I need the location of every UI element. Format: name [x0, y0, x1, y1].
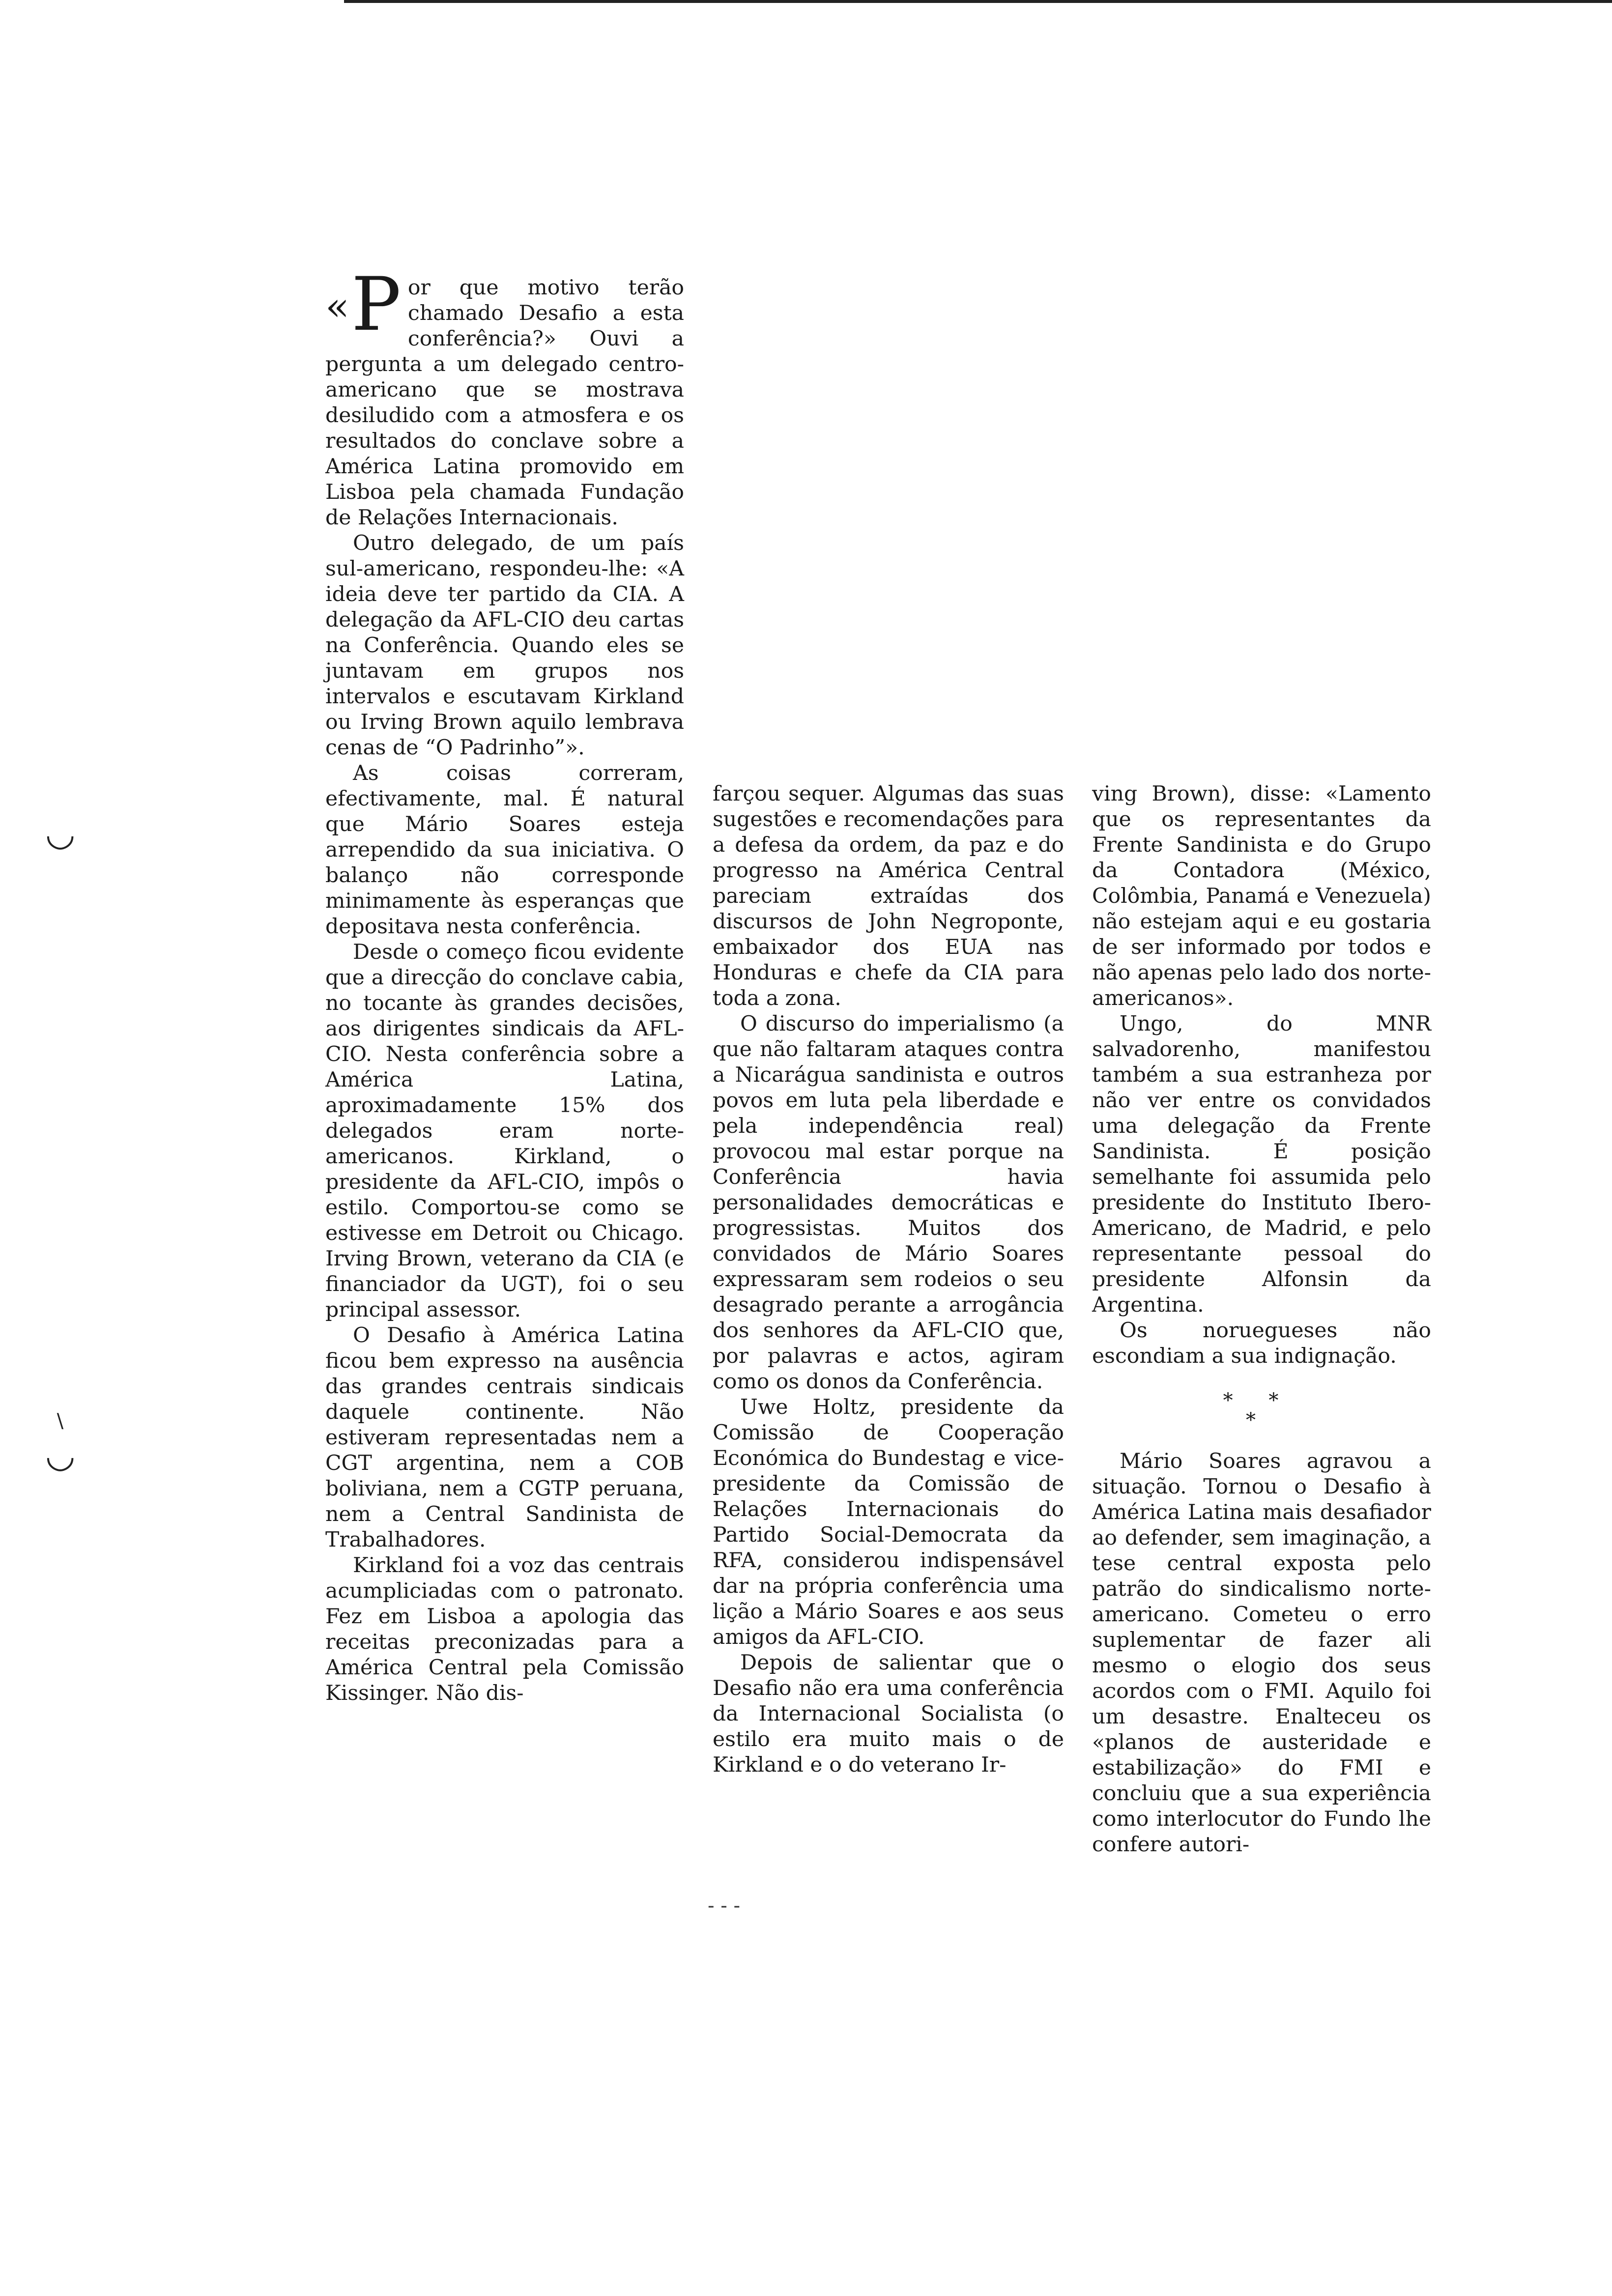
article-paragraph: O discurso do imperialismo (a que não faltaram ataques contra a Nicarágua sandinista e outros povos em luta pela liberdade e pela independência real) provocou mal estar porque na Conferência havia personalidades democráticas e progressistas. Muitos dos convidados de Mário Soares expressaram sem rodeios o seu desagrado perante a arrogância dos senhores da AFL-CIO que, por palavras e actos, agiram como os donos da Conferência. — [713, 1012, 1064, 1394]
article-paragraph: Ungo, do MNR salvadorenho, manifestou também a sua estranheza por não ver entre os convidados uma delegação da Frente Sandinista. É posição semelhante foi assumida pelo presidente do Instituto Ibero-Americano, de Madrid, e pelo representante pessoal do presidente Alfonsin da Argentina. — [1092, 1012, 1431, 1317]
margin-mark: ∖ — [53, 1410, 66, 1433]
margin-mark: ◡ — [45, 1435, 76, 1475]
article-paragraph: ving Brown), disse: «Lamento que os representantes da Frente Sandinista e do Grupo da Contadora (México, Colômbia, Panamá e Venezuela) não estejam aqui e eu gostaria de ser informado por todos e não apenas pelo lado dos norte-americanos». — [1092, 782, 1431, 1010]
section-separator: * * * — [1223, 1389, 1294, 1432]
article-paragraph: Depois de salientar que o Desafio não era uma conferência da Internacional Socialista (o estilo era muito mais o de Kirkland e o do veterano Ir- — [713, 1651, 1064, 1777]
article-paragraph: or que motivo terão chamado Desafio a esta conferência?» Ouvi a pergunta a um delegado centro-americano que se mostrava desiludido com a atmosfera e os resultados do conclave sobre a América Latina promovido em Lisboa pela chamada Fundação de Relações Internacionais. — [325, 276, 684, 530]
bottom-mark: - - - — [708, 1894, 740, 1917]
article-paragraph: Desde o começo ficou evidente que a direcção do conclave cabia, no tocante às grandes decisões, aos dirigentes sindicais da AFL-CIO. Nesta conferência sobre a América Latina, aproximadamente 15% dos delegados eram norte-americanos. Kirkland, o presidente da AFL-CIO, impôs o estilo. Comportou-se como se estivesse em Detroit ou Chicago. Irving Brown, veterano da CIA (e financiador da UGT), foi o seu principal assessor. — [325, 940, 684, 1322]
article-paragraph: As coisas correram, efectivamente, mal. É natural que Mário Soares esteja arrependido da sua iniciativa. O balanço não corresponde minimamente às esperanças que depositava nesta conferência. — [325, 761, 684, 939]
article-paragraph: Mário Soares agravou a situação. Tornou o Desafio à América Latina mais desafiador ao defender, sem imaginação, a tese central exposta pelo patrão do sindicalismo norte-americano. Cometeu o erro suplementar de fazer ali mesmo o elogio dos seus acordos com o FMI. Aquilo foi um desastre. Enalteceu os «planos de austeridade e estabilização» do FMI e concluiu que a sua experiência como interlocutor do Fundo lhe confere autori- — [1092, 1449, 1431, 1857]
article-paragraph: O Desafio à América Latina ficou bem expresso na ausência das grandes centrais sindicais daquele continente. Não estiveram representadas nem a CGT argentina, nem a COB boliviana, nem a CGTP peruana, nem a Central Sandinista de Trabalhadores. — [325, 1323, 684, 1552]
article-paragraph: farçou sequer. Algumas das suas sugestões e recomendações para a defesa da ordem, da paz e do progresso na América Central pareciam extraídas dos discursos de John Negroponte, embaixador dos EUA nas Honduras e chefe da CIA para toda a zona. — [713, 782, 1064, 1010]
article-column-1 — [325, 262, 684, 1706]
article-paragraph: Kirkland foi a voz das centrais acumpliciadas com o patronato. Fez em Lisboa a apologia das receitas preconizadas para a América Central pela Comissão Kissinger. Não dis- — [325, 1553, 684, 1705]
article-column-2 — [713, 781, 1064, 1778]
article-paragraph: Os noruegueses não escondiam a sua indignação. — [1092, 1319, 1431, 1368]
article-paragraph: Uwe Holtz, presidente da Comissão de Cooperação Económica do Bundestag e vice-presidente da Comissão de Relações Internacionais do Partido Social-Democrata da RFA, considerou indispensável dar na própria conferência uma lição a Mário Soares e aos seus amigos da AFL-CIO. — [713, 1395, 1064, 1649]
margin-mark: ◡ — [45, 813, 76, 854]
drop-cap: «P — [325, 262, 401, 347]
article-column-3 — [1092, 781, 1431, 1369]
top-rule — [344, 0, 1612, 3]
article-column-3-continued — [1092, 1449, 1431, 1858]
article-paragraph: Outro delegado, de um país sul-americano, respondeu-lhe: «A ideia deve ter partido da CIA. A delegação da AFL-CIO deu cartas na Conferência. Quando eles se juntavam em grupos nos intervalos e escutavam Kirkland ou Irving Brown aquilo lembrava cenas de “O Padrinho”». — [325, 531, 684, 760]
